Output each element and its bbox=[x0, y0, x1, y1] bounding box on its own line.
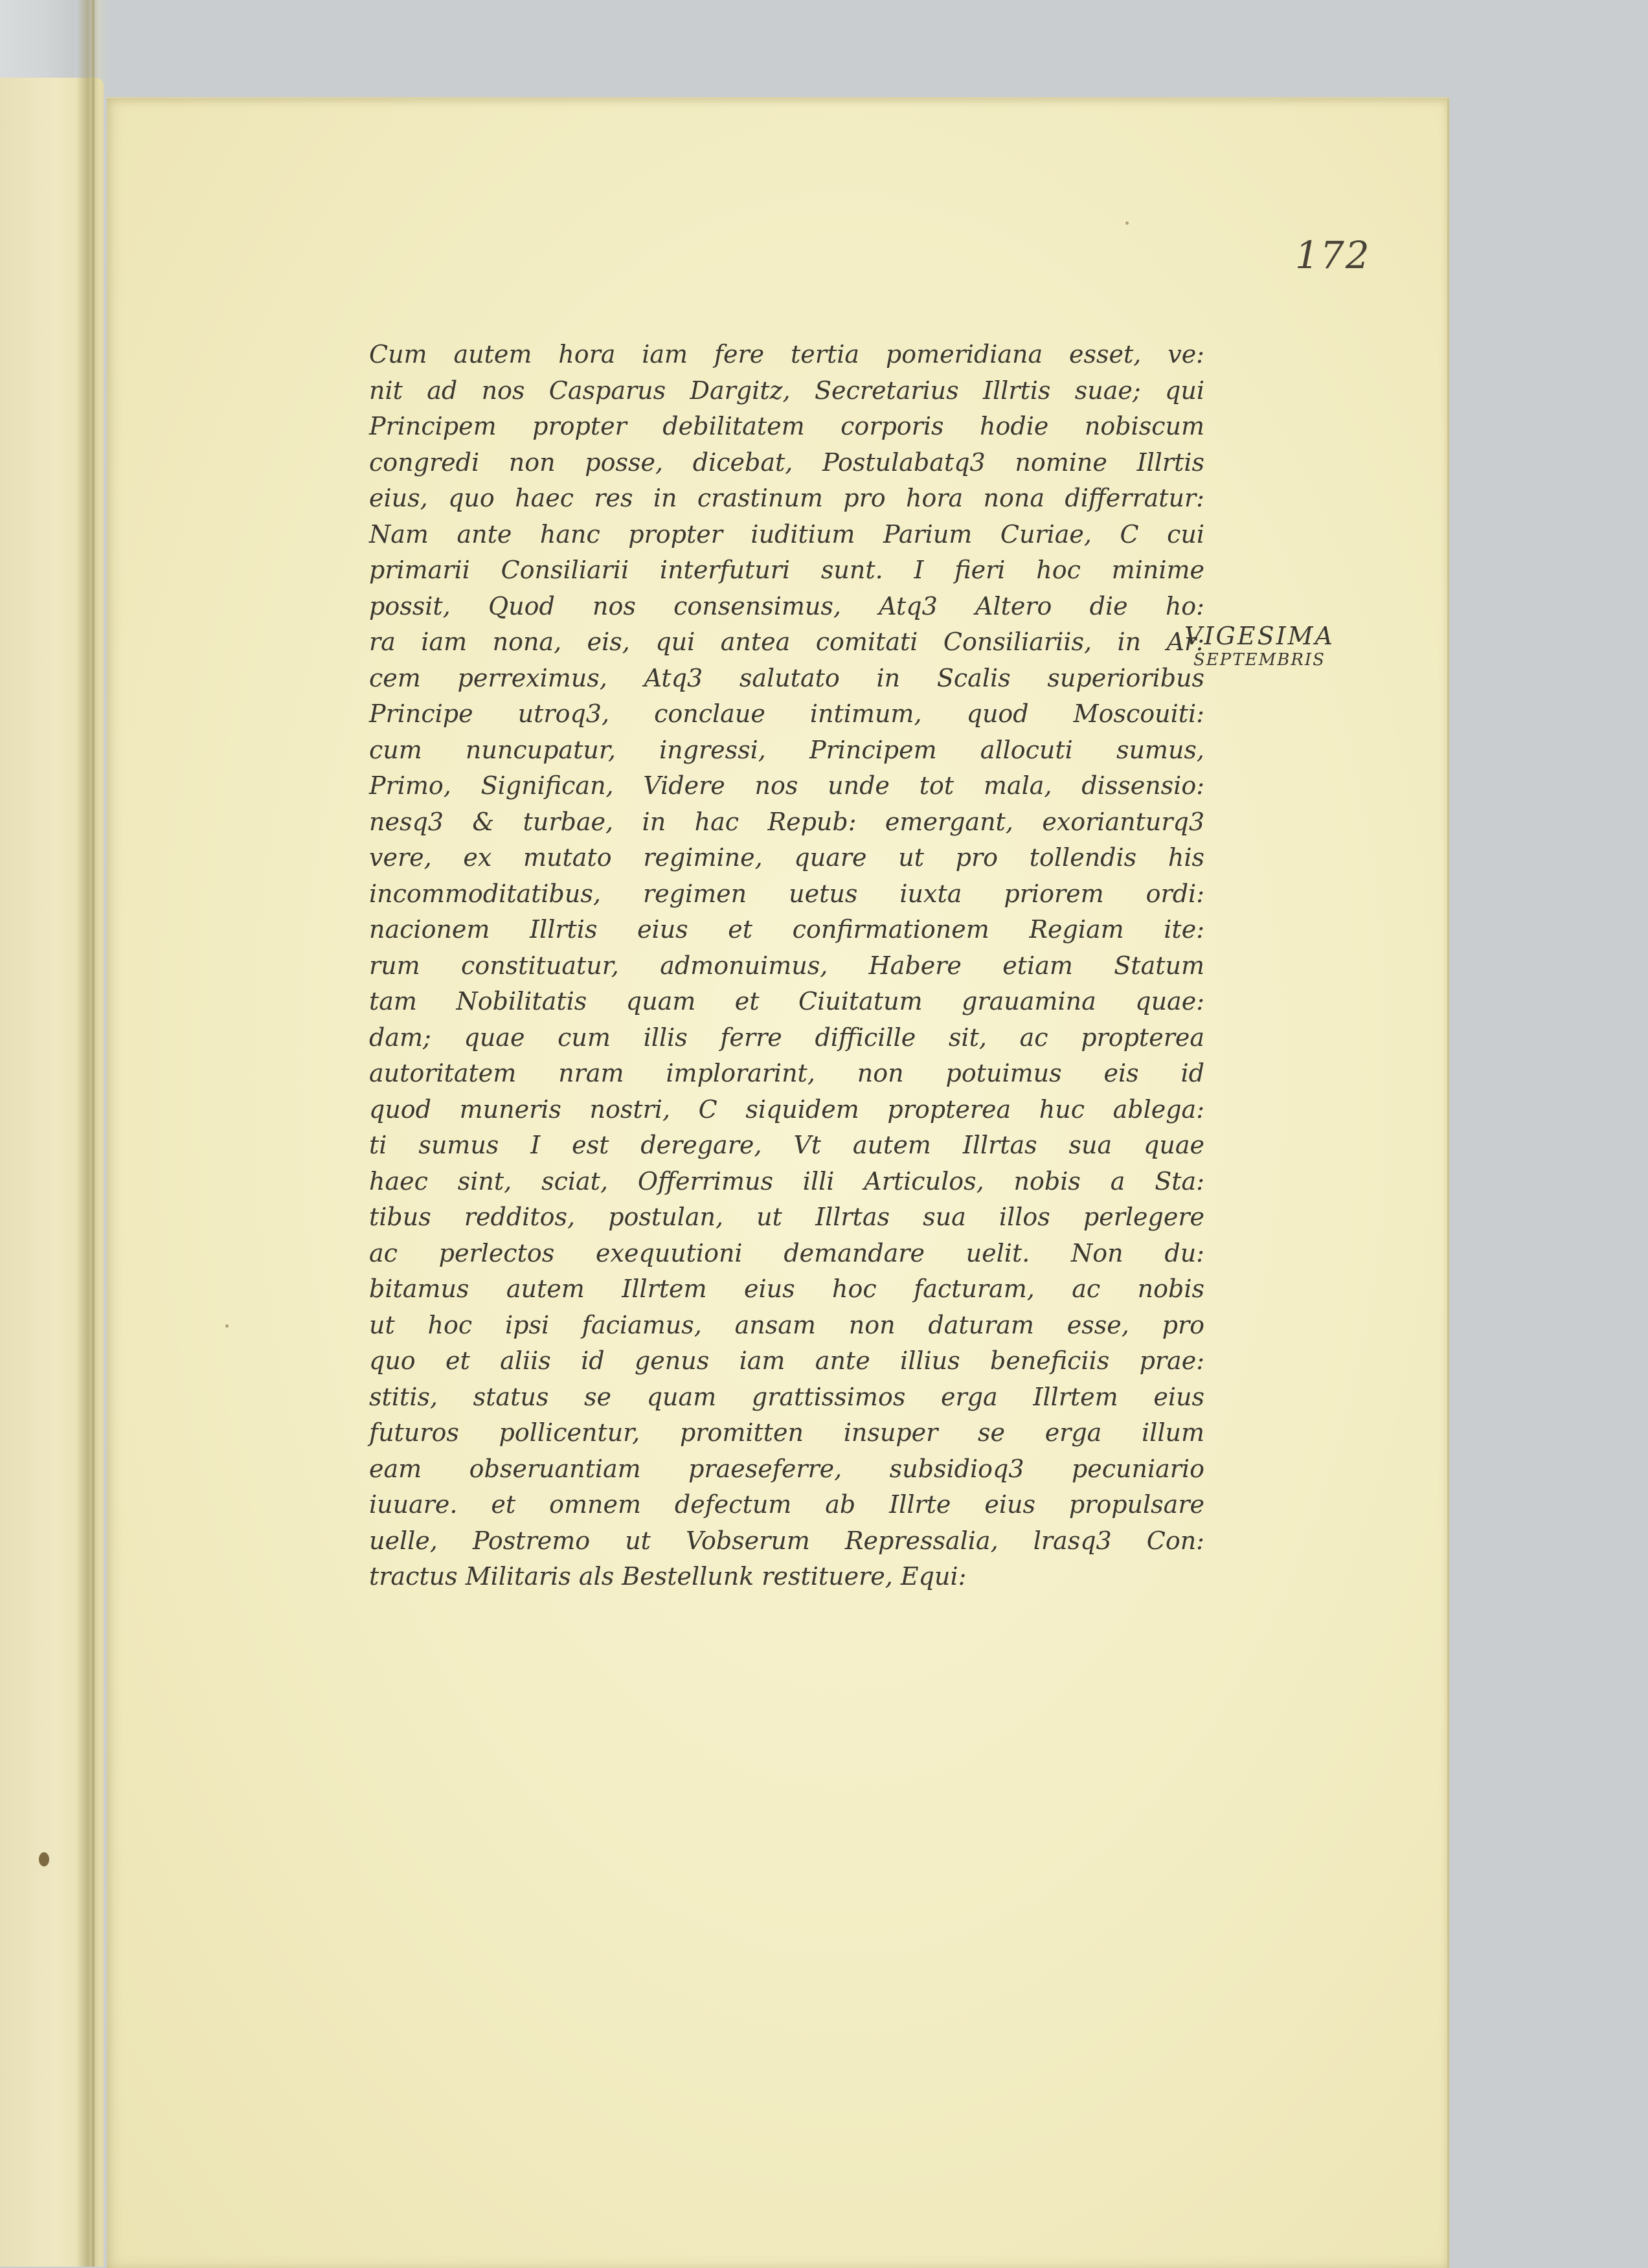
manuscript-line bbox=[369, 481, 1204, 517]
manuscript-line-text: ac perlectos exequutioni demandare uelit. Non du: bbox=[369, 1238, 1204, 1267]
manuscript-line bbox=[369, 1271, 1204, 1308]
manuscript-line bbox=[369, 1523, 1204, 1559]
manuscript-line bbox=[369, 1128, 1204, 1164]
manuscript-line bbox=[369, 1379, 1204, 1416]
manuscript-line-text: tam Nobilitatis quam et Ciuitatum grauamina quae: bbox=[369, 987, 1204, 1015]
manuscript-line bbox=[369, 337, 1204, 373]
ink-stain bbox=[39, 1852, 49, 1866]
manuscript-line-text: futuros pollicentur, promitten insuper se erga illum bbox=[369, 1418, 1204, 1447]
manuscript-line-text: uelle, Postremo ut Vobserum Repressalia, lrasq3 Con: bbox=[369, 1526, 1204, 1555]
manuscript-line bbox=[369, 1308, 1204, 1344]
manuscript-line bbox=[369, 445, 1204, 481]
manuscript-line-text: vere, ex mutato regimine, quare ut pro tollendis his bbox=[369, 843, 1204, 872]
manuscript-line-text: bitamus autem Illrtem eius hoc facturam, ac nobis bbox=[369, 1275, 1204, 1303]
manuscript-line bbox=[369, 1056, 1204, 1092]
manuscript-line-text: ti sumus I est deregare, Vt autem Illrtas sua quae bbox=[369, 1131, 1204, 1159]
manuscript-line bbox=[369, 1415, 1204, 1451]
manuscript-line-text: possit, Quod nos consensimus, Atq3 Altero die ho: bbox=[369, 591, 1204, 620]
manuscript-line-text: tibus redditos, postulan, ut Illrtas sua illos perlegere bbox=[369, 1203, 1204, 1231]
manuscript-line bbox=[369, 1343, 1204, 1379]
manuscript-line bbox=[369, 1164, 1204, 1200]
manuscript-line-text: eius, quo haec res in crastinum pro hora nona differratur: bbox=[369, 484, 1204, 512]
manuscript-line bbox=[369, 984, 1204, 1020]
manuscript-line bbox=[369, 373, 1204, 409]
manuscript-line-text: dam; quae cum illis ferre difficille sit, ac propterea bbox=[369, 1023, 1204, 1052]
folio-number: 172 bbox=[1295, 233, 1371, 277]
manuscript-line bbox=[369, 1199, 1204, 1236]
marginal-note-line-2: SEPTEMBRIS bbox=[1193, 650, 1326, 670]
manuscript-line-text: iuuare. et omnem defectum ab Illrte eius propulsare bbox=[369, 1490, 1204, 1519]
ink-dot bbox=[225, 1324, 229, 1328]
manuscript-line-text: nit ad nos Casparus Dargitz, Secretarius Illrtis suae; qui bbox=[369, 376, 1204, 405]
manuscript-line bbox=[369, 1559, 1204, 1595]
manuscript-line bbox=[369, 768, 1204, 804]
manuscript-line-text: eam obseruantiam praeseferre, subsidioq3 pecuniario bbox=[369, 1454, 1204, 1483]
manuscript-line bbox=[369, 1236, 1204, 1272]
marginal-note-line-1: VIGESIMA bbox=[1184, 622, 1335, 650]
manuscript-line bbox=[369, 409, 1204, 445]
manuscript-line-text: quod muneris nostri, C siquidem propterea huc ablega: bbox=[369, 1094, 1204, 1124]
manuscript-line-text: haec sint, sciat, Offerrimus illi Articulos, nobis a Sta: bbox=[369, 1166, 1204, 1196]
manuscript-line bbox=[369, 589, 1204, 625]
manuscript-line bbox=[369, 1487, 1204, 1523]
manuscript-line-text: Principem propter debilitatem corporis hodie nobiscum bbox=[369, 412, 1204, 440]
manuscript-line-text: ra iam nona, eis, qui antea comitati Consiliariis, in Ar: bbox=[369, 628, 1204, 656]
manuscript-line-text: stitis, status se quam grattissimos erga Illrtem eius bbox=[369, 1382, 1204, 1411]
manuscript-line bbox=[369, 1092, 1204, 1128]
manuscript-line-text: tractus Militaris als Bestellunk restituere, Equi: bbox=[369, 1562, 967, 1591]
manuscript-line-text: autoritatem nram implorarint, non potuimus eis id bbox=[369, 1059, 1204, 1087]
manuscript-line-text: incommoditatibus, regimen uetus iuxta priorem ordi: bbox=[369, 879, 1204, 908]
manuscript-line-text: Cum autem hora iam fere tertia pomeridiana esset, ve: bbox=[369, 340, 1204, 369]
manuscript-line bbox=[369, 948, 1204, 984]
manuscript-line bbox=[369, 732, 1204, 769]
manuscript-line-text: rum constituatur, admonuimus, Habere etiam Statum bbox=[369, 951, 1204, 980]
manuscript-line bbox=[369, 552, 1204, 589]
manuscript-line bbox=[369, 1451, 1204, 1488]
manuscript-text bbox=[369, 337, 1204, 1595]
manuscript-line bbox=[369, 876, 1204, 913]
manuscript-line bbox=[369, 624, 1204, 661]
manuscript-line-text: nacionem Illrtis eius et confirmationem Regiam ite: bbox=[369, 915, 1204, 944]
manuscript-line bbox=[369, 912, 1204, 948]
ink-dot bbox=[1125, 221, 1129, 225]
manuscript-line-text: nesq3 & turbae, in hac Repub: emergant, exorianturq3 bbox=[369, 807, 1204, 836]
manuscript-line bbox=[369, 696, 1204, 732]
manuscript-line-text: Principe utroq3, conclaue intimum, quod Moscouiti: bbox=[369, 699, 1204, 728]
manuscript-line-text: quo et aliis id genus iam ante illius beneficiis prae: bbox=[369, 1346, 1204, 1375]
manuscript-line bbox=[369, 840, 1204, 876]
manuscript-line-text: cum nuncupatur, ingressi, Principem allocuti sumus, bbox=[369, 735, 1204, 764]
manuscript-line-text: primarii Consiliarii interfuturi sunt. I fieri hoc minime bbox=[369, 556, 1204, 584]
manuscript-line bbox=[369, 517, 1204, 553]
manuscript-line bbox=[369, 1020, 1204, 1056]
manuscript-line-text: cem perreximus, Atq3 salutato in Scalis superioribus bbox=[369, 663, 1204, 692]
binding-gutter bbox=[92, 0, 95, 2267]
manuscript-line-text: ut hoc ipsi faciamus, ansam non daturam esse, pro bbox=[369, 1310, 1204, 1339]
manuscript-line-text: congredi non posse, dicebat, Postulabatq3 nomine Illrtis bbox=[369, 448, 1204, 477]
manuscript-line-text: Primo, Significan, Videre nos unde tot mala, dissensio: bbox=[369, 771, 1204, 800]
manuscript-line-text: Nam ante hanc propter iuditium Parium Curiae, C cui bbox=[369, 519, 1204, 549]
manuscript-line bbox=[369, 661, 1204, 697]
manuscript-line bbox=[369, 804, 1204, 841]
